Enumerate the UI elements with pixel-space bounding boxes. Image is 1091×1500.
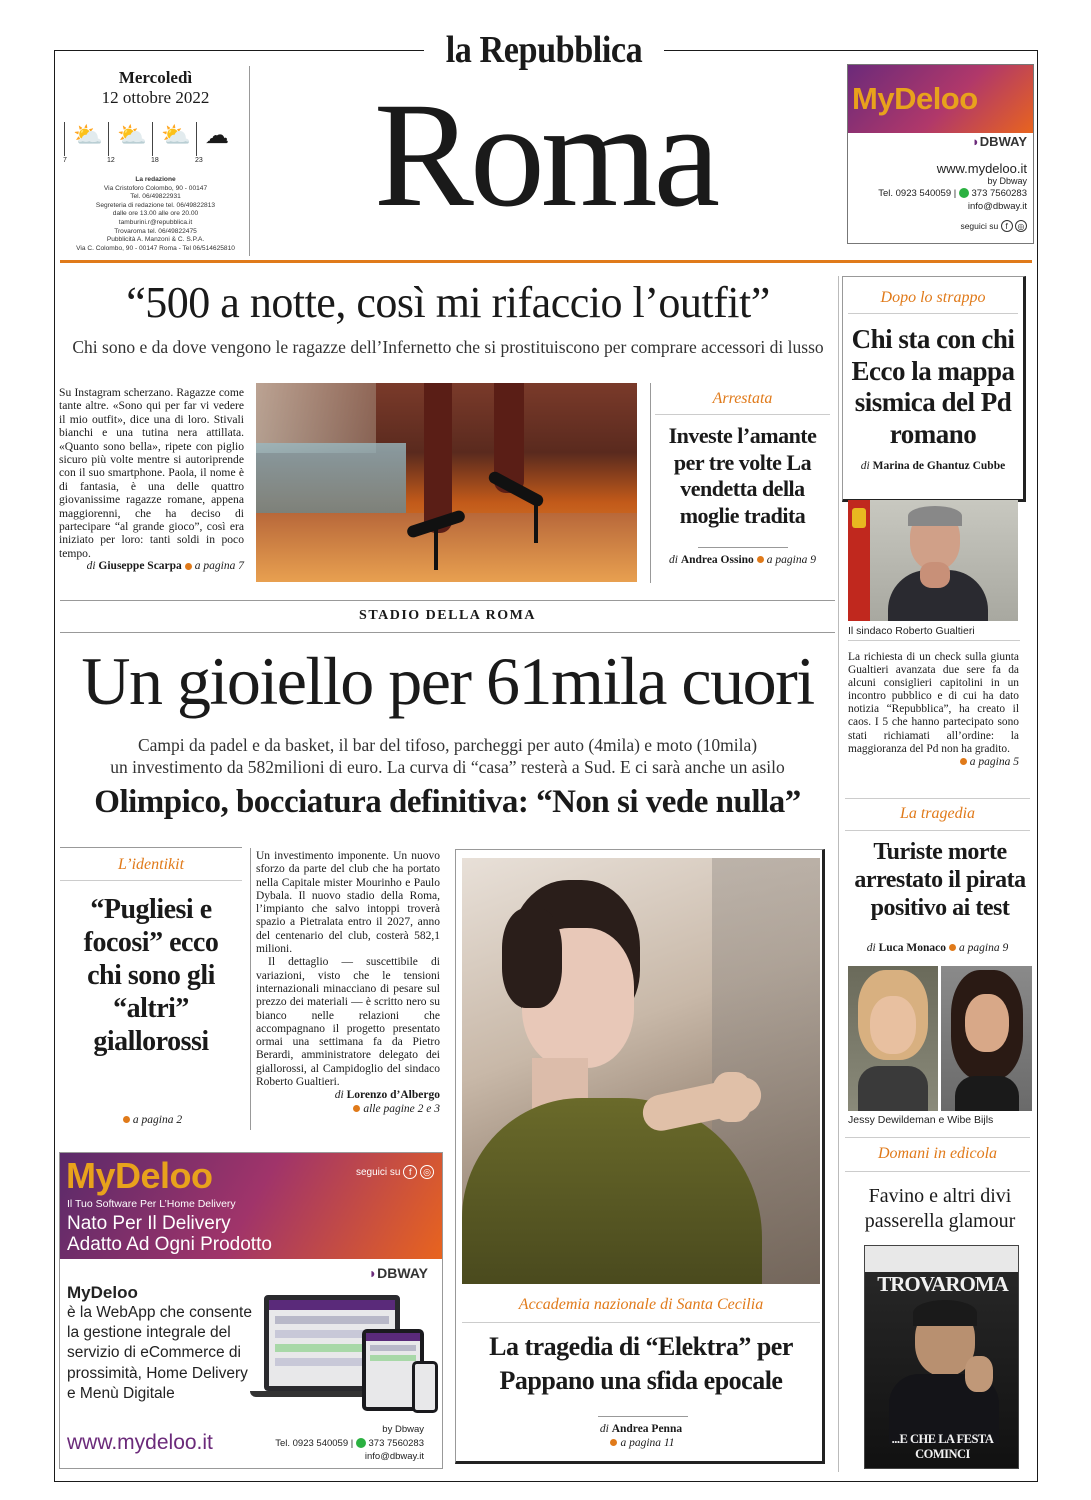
tragedia-label: La tragedia bbox=[899, 805, 976, 822]
dbway-icon: ◗ bbox=[368, 1265, 378, 1281]
phone-mock bbox=[412, 1361, 438, 1413]
pd-box: Dopo lo strappo Chi sta con chi Ecco la mappa sismica del Pd romano di Marina de Ghantuz Cubbe bbox=[842, 276, 1026, 502]
tragedia-headline[interactable]: Turiste morte arrestato il pirata positivo ai test bbox=[854, 839, 1026, 921]
bullet-icon bbox=[757, 556, 764, 563]
identikit-label: L’identikit bbox=[117, 856, 185, 873]
cloud-icon: ☁ bbox=[205, 123, 229, 149]
cover-title: TROVAROMA bbox=[877, 1272, 1008, 1296]
weather-slot: ⛅ 12 bbox=[108, 122, 152, 156]
ad-bottom[interactable]: MyDeloo seguici su f ◎ Il Tuo Software Per L’Home Delivery Nato Per Il Delivery Adatto Ad Ogni Prodotto ◗DBWAY MyDeloo è la WebApp che consente la gestione integrale del servizio di eCommerce di prossimità, Home Delivery e Menù Digitale www.mydeloo.it by Dbway Tel. 0923 540059 | 373 7560283 info@dbway.it bbox=[59, 1152, 443, 1469]
ad-top[interactable]: MyDeloo ◗DBWAY www.mydeloo.it by Dbway Tel. 0923 540059 | 373 7560283 info@dbway.it seguici su f ◎ bbox=[847, 64, 1034, 244]
bullet-icon bbox=[185, 563, 192, 570]
lead-body: Su Instagram scherzano. Ragazze come tante altre. «Sono qui per far vi vedere il mio outfit», dice una di loro. Stivali bianchi e una tutina nera attillata. «Quanto sono bella», ripete con piglio sicuro più volte mentre si autoriprende con il suo smartphone. Paola, il nome è di fantasia, è una delle quattro giovanissime ragazze romane, appena maggiorenni, che ha deciso di partecipare “al grande gioco”, così era iniziato per loro: tanti soldi in poco tempo. di Giuseppe Scarpa a pagina 7 bbox=[59, 386, 244, 573]
redazione-info: La redazione Via Cristoforo Colombo, 90 - 00147 Tel. 06/49822931 Segreteria di redazione tel. 06/49822813 dalle ore 13.00 alle ore 20.00 tamburini.r@repubblica.it Trovaroma tel. 06/49822475 Pubblicità A. Manzoni & C. S.P.A. Via C. Colombo, 90 - 00147 Roma - Tel 06/514625810 bbox=[76, 176, 235, 252]
stadio-body: Un investimento imponente. Un nuovo sforzo da parte del club che ha portato nella Capitale mister Mourinho e Paulo Dybala. Il nuovo stadio della Roma, l’impianto che salvo intoppi troverà spazio a Pietralata entro il 2027, anno del centenario del club, costerà 582,1 milioni. Il dettaglio — suscettibile di variazioni, visto che le tensioni internazionali minacciano di pesare sul prezzo dei materiali — è scritto nero su bianco nelle relazioni che accompagnano il progetto presentato ormai una settimana fa da Pietro Berardi, amministratore delegato dei giallorossi, al Campidoglio del sindaco Roberto Gualtieri. di Lorenzo d’Albergo alle pagine 2 e 3 bbox=[256, 850, 440, 1115]
arrestata-label: Arrestata bbox=[712, 390, 773, 407]
pd-headline[interactable]: Chi sta con chi Ecco la mappa sismica del Pd romano bbox=[851, 324, 1015, 449]
header-separator bbox=[60, 260, 1032, 263]
tragedia-photo-right bbox=[941, 966, 1032, 1111]
partly-cloudy-icon: ⛅ bbox=[73, 123, 103, 149]
date-day: Mercoledì bbox=[118, 68, 193, 87]
lead-subhead: Chi sono e da dove vengono le ragazze dell’Infernetto che si prostituiscono per comprare accessori di lusso bbox=[72, 337, 824, 357]
whatsapp-icon bbox=[959, 188, 969, 198]
stadio-subhead-2: un investimento da 582milioni di euro. La curva di “casa” resterà a Sud. E ci sarà anche un asilo bbox=[110, 757, 785, 777]
stadio-headline[interactable]: Un gioiello per 61mila cuori bbox=[81, 643, 814, 719]
weather-slot: ⛅ 18 bbox=[152, 122, 196, 156]
elektra-headline[interactable]: La tragedia di “Elektra” per Pappano una sfida epocale bbox=[489, 1332, 793, 1395]
bullet-icon bbox=[123, 1116, 130, 1123]
stadio-subhead-1: Campi da padel e da basket, il bar del tifoso, parcheggi per auto (4mila) e moto (10mila) bbox=[137, 735, 758, 755]
weather-slot: ☁ 23 bbox=[196, 122, 240, 156]
facebook-icon[interactable]: f bbox=[1001, 220, 1013, 232]
tragedia-photo-left bbox=[848, 966, 938, 1111]
date-full: 12 ottobre 2022 bbox=[101, 88, 210, 107]
pd-label: Dopo lo strappo bbox=[880, 289, 986, 306]
weather-strip bbox=[63, 122, 240, 164]
paper-name: la Repubblica bbox=[445, 29, 643, 71]
date-box bbox=[62, 66, 250, 256]
bullet-icon bbox=[960, 758, 967, 765]
dbway-icon: ◗ bbox=[971, 134, 980, 149]
lead-headline[interactable]: “500 a notte, così mi rifaccio l’outfit” bbox=[126, 278, 770, 327]
cover-bottom: ...E CHE LA FESTA COMINCI bbox=[891, 1432, 994, 1461]
arrestata-headline[interactable]: Investe l’amante per tre volte La vendetta della moglie tradita bbox=[668, 423, 817, 528]
dbway-logo: ◗DBWAY bbox=[971, 134, 1027, 149]
whatsapp-icon bbox=[356, 1438, 366, 1448]
elektra-label: Accademia nazionale di Santa Cecilia bbox=[518, 1296, 764, 1313]
tragedia-caption: Jessy Dewildeman e Wibe Bijls bbox=[848, 1114, 994, 1126]
instagram-icon[interactable]: ◎ bbox=[1015, 220, 1027, 232]
weather-slot: ⛅ 7 bbox=[64, 122, 108, 156]
ad-top-url[interactable]: www.mydeloo.it bbox=[936, 161, 1027, 176]
stadio-kicker: STADIO DELLA ROMA bbox=[359, 608, 536, 623]
identikit-headline[interactable]: “Pugliesi e focosi” ecco chi sono gli “altri” giallorossi bbox=[83, 894, 219, 1057]
bullet-icon bbox=[353, 1105, 360, 1112]
ad-bottom-brand: MyDeloo bbox=[66, 1155, 213, 1196]
partly-cloudy-icon: ⛅ bbox=[161, 123, 191, 149]
ad-bottom-url[interactable]: www.mydeloo.it bbox=[67, 1431, 213, 1454]
instagram-icon[interactable]: ◎ bbox=[420, 1165, 434, 1179]
trovaroma-cover[interactable] bbox=[864, 1245, 1019, 1469]
bullet-icon bbox=[610, 1439, 617, 1446]
gualtieri-photo bbox=[848, 500, 1018, 621]
partly-cloudy-icon: ⛅ bbox=[117, 123, 147, 149]
facebook-icon[interactable]: f bbox=[403, 1165, 417, 1179]
olimpico-headline[interactable]: Olimpico, bocciatura definitiva: “Non si vede nulla” bbox=[94, 784, 801, 820]
ad-top-brand: MyDeloo bbox=[852, 81, 978, 116]
domani-label: Domani in edicola bbox=[877, 1145, 998, 1162]
edition-title: Roma bbox=[373, 72, 717, 238]
lead-photo bbox=[256, 383, 637, 582]
gualtieri-caption: Il sindaco Roberto Gualtieri bbox=[848, 625, 975, 637]
dbway-logo: ◗DBWAY bbox=[368, 1265, 428, 1281]
bullet-icon bbox=[949, 944, 956, 951]
domani-headline[interactable]: Favino e altri divi passerella glamour bbox=[864, 1185, 1016, 1232]
elektra-photo bbox=[462, 858, 820, 1284]
pd-body: La richiesta di un check sulla giunta Gualtieri avanzata due sere fa da alcuni consiglieri capitolini in un incontro pubblico e di cui ha dato notizia “Repubblica”, ha creato il caos. I 5 che hanno partecipato sono stati richiamati all’ordine: la maggioranza del Pd non ha gradito. a pagina 5 bbox=[848, 651, 1019, 768]
